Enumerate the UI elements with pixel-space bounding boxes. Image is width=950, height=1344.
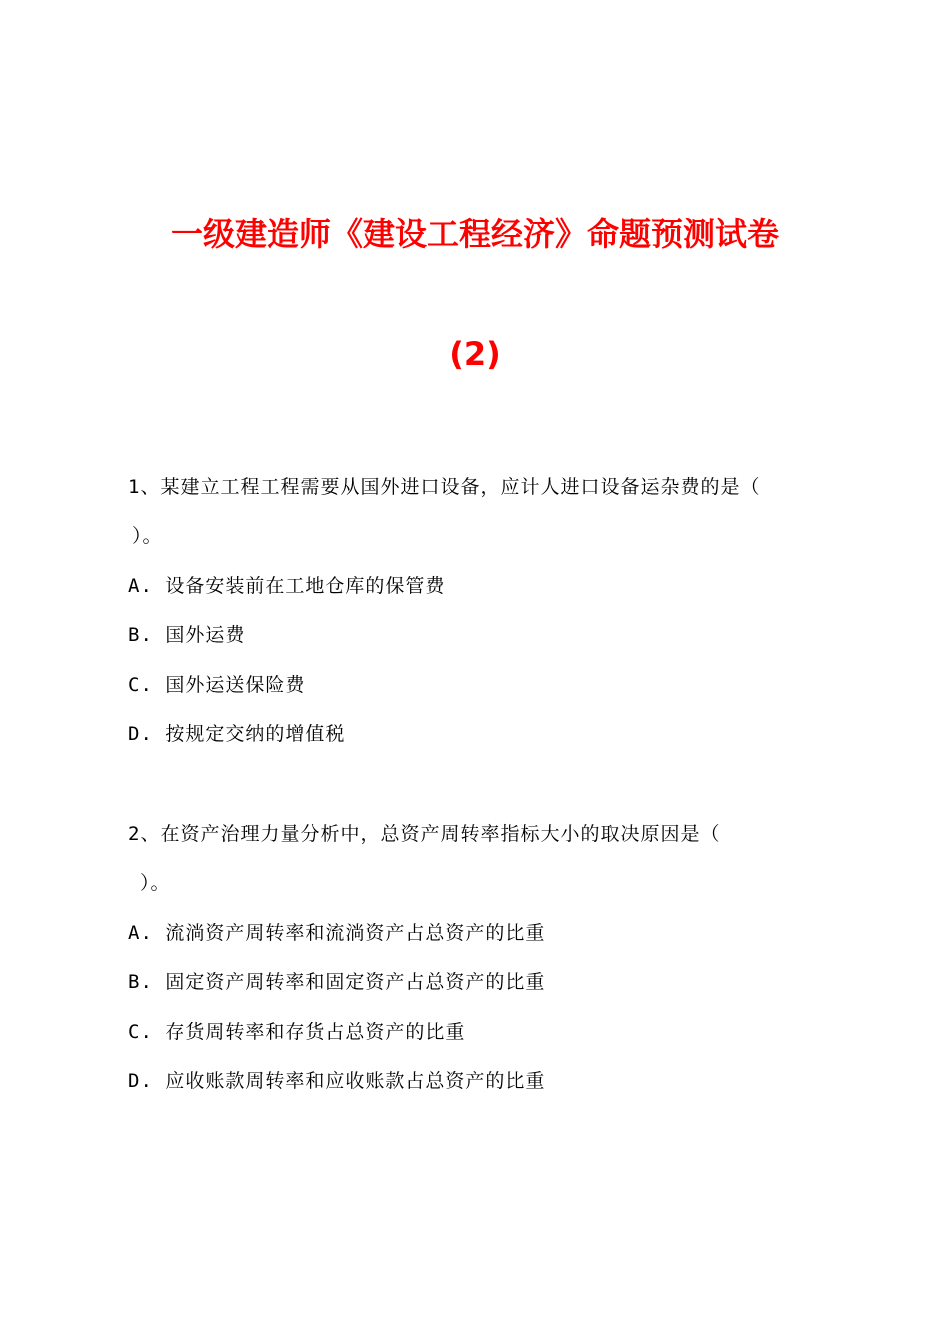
question-1-stem-continued: ）。	[132, 525, 163, 547]
question-2-option-b: B. 固定资产周转率和固定资产占总资产的比重	[128, 971, 546, 993]
question-1-option-c: C. 国外运送保险费	[128, 674, 306, 696]
document-title-number: (2)	[449, 335, 501, 373]
question-2-option-c: C. 存货周转率和存货占总资产的比重	[128, 1021, 466, 1043]
question-1-option-a: A. 设备安装前在工地仓库的保管费	[128, 575, 446, 597]
question-1-option-d: D. 按规定交纳的增值税	[128, 723, 346, 745]
question-2-stem-continued: ）。	[140, 872, 171, 894]
document-title: 一级建造师《建设工程经济》命题预测试卷	[170, 215, 779, 253]
question-2-option-a: A. 流淌资产周转率和流淌资产占总资产的比重	[128, 922, 546, 944]
question-2-stem: 2、在资产治理力量分析中，总资产周转率指标大小的取决原因是（	[128, 823, 721, 845]
question-2-option-d: D. 应收账款周转率和应收账款占总资产的比重	[128, 1070, 546, 1092]
question-1-option-b: B. 国外运费	[128, 624, 246, 646]
question-1-stem: 1、某建立工程工程需要从国外进口设备，应计人进口设备运杂费的是（	[128, 476, 761, 498]
